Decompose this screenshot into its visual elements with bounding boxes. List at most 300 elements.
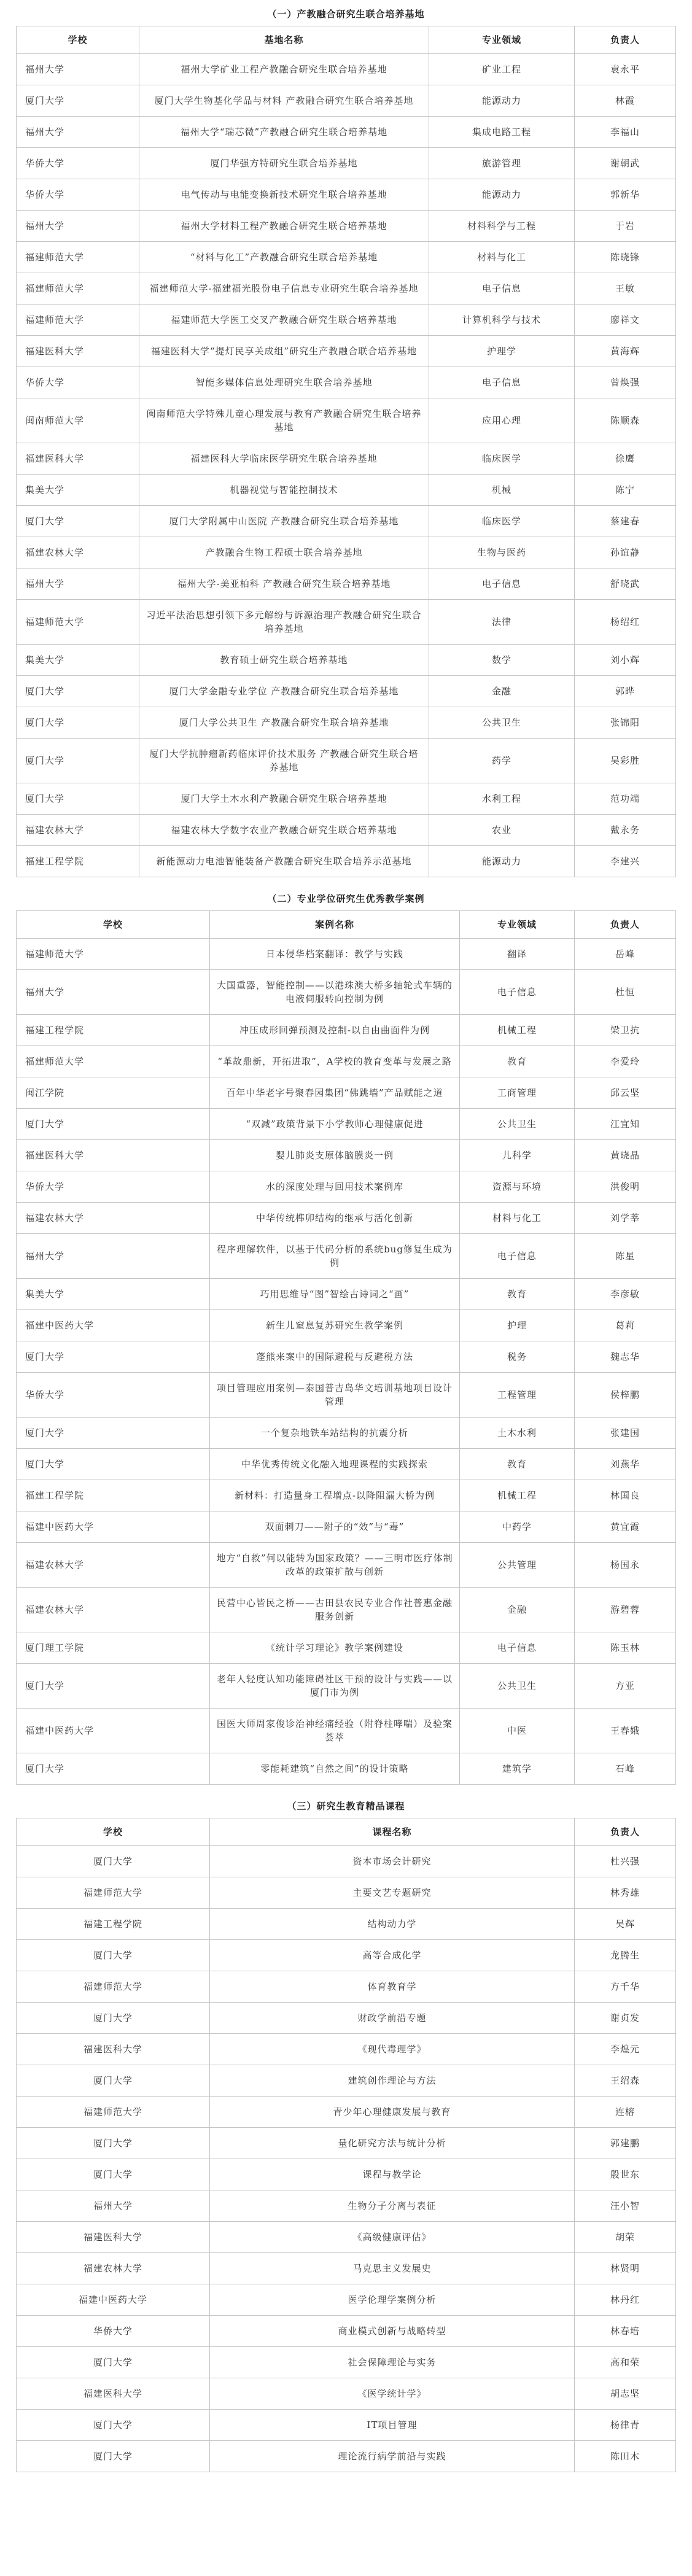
field-cell: 机械工程 [460, 1015, 575, 1046]
case-name-cell: 日本侵华档案翻译：教学与实践 [210, 939, 460, 970]
table-row [17, 305, 676, 336]
table-row [17, 2316, 676, 2347]
leader-cell: 王绍森 [575, 2065, 676, 2097]
field-cell: 教育 [460, 1449, 575, 1480]
field-cell: 电子信息 [460, 1234, 575, 1279]
base-name-cell: 产教融合生物工程硕士联合培养基地 [139, 537, 429, 568]
leader-cell: 戴永务 [575, 815, 676, 846]
header-row [17, 911, 676, 939]
base-name-cell: 福建师范大学-福建福光股份电子信息专业研究生联合培养基地 [139, 273, 429, 305]
leader-cell: 曾焕强 [575, 367, 676, 398]
leader-cell: 李彦敏 [575, 1279, 676, 1310]
course-name-cell: 财政学前沿专题 [210, 2003, 575, 2034]
base-name-cell: 新能源动力电池智能装备产教融合研究生联合培养示范基地 [139, 846, 429, 877]
field-cell: 工商管理 [460, 1077, 575, 1109]
field-cell: 材料与化工 [429, 242, 575, 273]
field-cell: 儿科学 [460, 1140, 575, 1171]
leader-cell: 黄海辉 [575, 336, 676, 367]
course-name-cell: 建筑创作理论与方法 [210, 2065, 575, 2097]
course-name-cell: 理论流行病学前沿与实践 [210, 2441, 575, 2472]
course-name-cell: 《高级健康评估》 [210, 2222, 575, 2253]
table-row [17, 1753, 676, 1785]
base-name-cell: 厦门大学土木水利产教融合研究生联合培养基地 [139, 783, 429, 815]
school-cell: 华侨大学 [17, 1373, 210, 1418]
school-cell: 福建师范大学 [17, 1877, 210, 1909]
table-row [17, 1046, 676, 1077]
leader-cell: 李煌元 [575, 2034, 676, 2065]
field-cell: 电子信息 [429, 367, 575, 398]
table-row [17, 783, 676, 815]
leader-cell: 林国良 [575, 1480, 676, 1511]
field-cell: 集成电路工程 [429, 117, 575, 148]
school-cell: 福建工程学院 [17, 1480, 210, 1511]
quality-course-table [16, 1818, 676, 2472]
school-cell: 福建工程学院 [17, 1909, 210, 1940]
table-row [17, 1373, 676, 1418]
course-name-cell: 体育教育学 [210, 1971, 575, 2003]
school-cell: 厦门大学 [17, 2410, 210, 2441]
column-header: 基地名称 [139, 26, 429, 54]
course-name-cell: 《现代毒理学》 [210, 2034, 575, 2065]
school-cell: 福建医科大学 [17, 2222, 210, 2253]
leader-cell: 刘学莘 [575, 1203, 676, 1234]
field-cell: 金融 [429, 676, 575, 707]
school-cell: 厦门大学 [17, 2159, 210, 2190]
table-row [17, 939, 676, 970]
table-row [17, 179, 676, 211]
leader-cell: 张建国 [575, 1418, 676, 1449]
leader-cell: 方亚 [575, 1664, 676, 1709]
field-cell: 临床医学 [429, 506, 575, 537]
field-cell: 生物与医药 [429, 537, 575, 568]
case-name-cell: 冲压成形回弹预测及控制-以自由曲面件为例 [210, 1015, 460, 1046]
leader-cell: 陈宁 [575, 475, 676, 506]
table-row [17, 815, 676, 846]
base-name-cell: 厦门大学生物基化学品与材料 产教融合研究生联合培养基地 [139, 85, 429, 117]
table-row [17, 676, 676, 707]
school-cell: 厦门大学 [17, 1846, 210, 1877]
field-cell: 工程管理 [460, 1373, 575, 1418]
course-name-cell: 课程与教学论 [210, 2159, 575, 2190]
school-cell: 福建师范大学 [17, 1971, 210, 2003]
table-row [17, 367, 676, 398]
field-cell: 中药学 [460, 1511, 575, 1543]
school-cell: 福州大学 [17, 2190, 210, 2222]
school-cell: 厦门大学 [17, 1940, 210, 1971]
leader-cell: 洪俊明 [575, 1171, 676, 1203]
base-name-cell: 厦门大学公共卫生 产教融合研究生联合培养基地 [139, 707, 429, 739]
school-cell: 福建医科大学 [17, 336, 139, 367]
school-cell: 华侨大学 [17, 1171, 210, 1203]
case-name-cell: 中华传统榫卯结构的继承与活化创新 [210, 1203, 460, 1234]
leader-cell: 袁永平 [575, 54, 676, 85]
leader-cell: 郭晔 [575, 676, 676, 707]
field-cell: 翻译 [460, 939, 575, 970]
course-name-cell: 《医学统计学》 [210, 2378, 575, 2410]
leader-cell: 王春娥 [575, 1709, 676, 1753]
school-cell: 厦门大学 [17, 506, 139, 537]
field-cell: 教育 [460, 1279, 575, 1310]
column-header: 学校 [17, 26, 139, 54]
leader-cell: 郭建鹏 [575, 2128, 676, 2159]
school-cell: 福建中医药大学 [17, 2284, 210, 2316]
table-row [17, 1543, 676, 1588]
table-row [17, 568, 676, 600]
field-cell: 法律 [429, 600, 575, 645]
leader-cell: 廖祥文 [575, 305, 676, 336]
field-cell: 土木水利 [460, 1418, 575, 1449]
school-cell: 福建工程学院 [17, 1015, 210, 1046]
school-cell: 厦门大学 [17, 783, 139, 815]
course-name-cell: 商业模式创新与战略转型 [210, 2316, 575, 2347]
school-cell: 华侨大学 [17, 179, 139, 211]
course-name-cell: 主要文艺专题研究 [210, 1877, 575, 1909]
school-cell: 福建中医药大学 [17, 1310, 210, 1341]
leader-cell: 谢朝武 [575, 148, 676, 179]
table-row [17, 1632, 676, 1664]
table-row [17, 336, 676, 367]
field-cell: 中医 [460, 1709, 575, 1753]
table-row [17, 1279, 676, 1310]
table-row [17, 2253, 676, 2284]
base-name-cell: 习近平法治思想引领下多元解纷与诉源治理产教融合研究生联合培养基地 [139, 600, 429, 645]
table-row [17, 2441, 676, 2472]
case-name-cell: 程序理解软件，以基于代码分析的系统bug修复生成为例 [210, 1234, 460, 1279]
school-cell: 福州大学 [17, 54, 139, 85]
base-name-cell: 福建医科大学临床医学研究生联合培养基地 [139, 443, 429, 475]
school-cell: 厦门大学 [17, 1753, 210, 1785]
leader-cell: 李建兴 [575, 846, 676, 877]
school-cell: 福州大学 [17, 568, 139, 600]
leader-cell: 魏志华 [575, 1341, 676, 1373]
table-row [17, 537, 676, 568]
leader-cell: 李福山 [575, 117, 676, 148]
case-name-cell: “革故鼎新，开拓进取”，A学校的教育变革与发展之路 [210, 1046, 460, 1077]
field-cell: 税务 [460, 1341, 575, 1373]
leader-cell: 杜恒 [575, 970, 676, 1015]
column-header: 专业领域 [429, 26, 575, 54]
table-row [17, 707, 676, 739]
table-row [17, 475, 676, 506]
case-name-cell: 老年人轻度认知功能障碍社区干预的设计与实践——以厦门市为例 [210, 1664, 460, 1709]
case-name-cell: 民营中心皆民之桥——古田县农民专业合作社普惠金融服务创新 [210, 1588, 460, 1632]
base-name-cell: 厦门大学附属中山医院 产教融合研究生联合培养基地 [139, 506, 429, 537]
leader-cell: 王敏 [575, 273, 676, 305]
table-row [17, 645, 676, 676]
case-name-cell: 项目管理应用案例—泰国普吉岛华文培训基地项目设计管理 [210, 1373, 460, 1418]
leader-cell: 游碧蓉 [575, 1588, 676, 1632]
leader-cell: 林霞 [575, 85, 676, 117]
leader-cell: 吴辉 [575, 1909, 676, 1940]
base-name-cell: 福建师范大学医工交叉产教融合研究生联合培养基地 [139, 305, 429, 336]
school-cell: 集美大学 [17, 1279, 210, 1310]
table-row [17, 148, 676, 179]
course-name-cell: 高等合成化学 [210, 1940, 575, 1971]
school-cell: 厦门大学 [17, 2441, 210, 2472]
leader-cell: 胡志坚 [575, 2378, 676, 2410]
school-cell: 福州大学 [17, 970, 210, 1015]
leader-cell: 黄宜霞 [575, 1511, 676, 1543]
table-row [17, 970, 676, 1015]
school-cell: 福建农林大学 [17, 1588, 210, 1632]
school-cell: 厦门大学 [17, 676, 139, 707]
case-name-cell: 大国重器，智能控制——以港珠澳大桥多轴轮式车辆的电液伺服转向控制为例 [210, 970, 460, 1015]
school-cell: 闽江学院 [17, 1077, 210, 1109]
school-cell: 厦门大学 [17, 1109, 210, 1140]
table-row [17, 242, 676, 273]
school-cell: 福建农林大学 [17, 537, 139, 568]
column-header: 学校 [17, 911, 210, 939]
section-2 [0, 891, 692, 1785]
field-cell: 资源与环境 [460, 1171, 575, 1203]
section-title: （三）研究生教育精品课程 [287, 1801, 405, 1812]
table-row [17, 1588, 676, 1632]
school-cell: 厦门理工学院 [17, 1632, 210, 1664]
course-name-cell: 资本市场会计研究 [210, 1846, 575, 1877]
field-cell: 电子信息 [460, 1632, 575, 1664]
table-row [17, 117, 676, 148]
leader-cell: 杨律青 [575, 2410, 676, 2441]
leader-cell: 张锦阳 [575, 707, 676, 739]
table-row [17, 2003, 676, 2034]
case-name-cell: 新生儿窒息复苏研究生教学案例 [210, 1310, 460, 1341]
table-row [17, 1449, 676, 1480]
leader-cell: 方千华 [575, 1971, 676, 2003]
course-name-cell: 医学伦理学案例分析 [210, 2284, 575, 2316]
case-name-cell: 水的深度处理与回用技术案例库 [210, 1171, 460, 1203]
leader-cell: 林贤明 [575, 2253, 676, 2284]
table-row [17, 1140, 676, 1171]
case-name-cell: 地方“自救”何以能转为国家政策？——三明市医疗体制改革的政策扩散与创新 [210, 1543, 460, 1588]
course-name-cell: 生物分子分离与表征 [210, 2190, 575, 2222]
table-row [17, 2284, 676, 2316]
case-name-cell: 零能耗建筑“自然之间”的设计策略 [210, 1753, 460, 1785]
table-row [17, 1511, 676, 1543]
base-name-cell: 福州大学-美亚柏科 产教融合研究生联合培养基地 [139, 568, 429, 600]
course-name-cell: 马克思主义发展史 [210, 2253, 575, 2284]
leader-cell: 谢贞发 [575, 2003, 676, 2034]
leader-cell: 蔡建春 [575, 506, 676, 537]
table-row [17, 506, 676, 537]
column-header: 负责人 [575, 1818, 676, 1846]
field-cell: 材料与化工 [460, 1203, 575, 1234]
leader-cell: 陈星 [575, 1234, 676, 1279]
field-cell: 公共卫生 [429, 707, 575, 739]
school-cell: 厦门大学 [17, 739, 139, 783]
table-row [17, 600, 676, 645]
leader-cell: 岳峰 [575, 939, 676, 970]
school-cell: 福建医科大学 [17, 1140, 210, 1171]
school-cell: 华侨大学 [17, 2316, 210, 2347]
training-base-table [16, 26, 676, 877]
school-cell: 厦门大学 [17, 1418, 210, 1449]
case-name-cell: 新材料：打造量身工程增点-以降阻漏大桥为例 [210, 1480, 460, 1511]
field-cell: 公共卫生 [460, 1664, 575, 1709]
table-row [17, 846, 676, 877]
base-name-cell: 闽南师范大学特殊儿童心理发展与教育产教融合研究生联合培养基地 [139, 398, 429, 443]
base-name-cell: 福州大学“瑞芯微”产教融合研究生联合培养基地 [139, 117, 429, 148]
leader-cell: 林秀雄 [575, 1877, 676, 1909]
header-row [17, 26, 676, 54]
leader-cell: 舒晓武 [575, 568, 676, 600]
section-3 [0, 1798, 692, 2472]
leader-cell: 孙谊静 [575, 537, 676, 568]
table-row [17, 443, 676, 475]
field-cell: 能源动力 [429, 179, 575, 211]
leader-cell: 龙腾生 [575, 1940, 676, 1971]
school-cell: 厦门大学 [17, 85, 139, 117]
leader-cell: 侯梓鹏 [575, 1373, 676, 1418]
case-name-cell: 一个复杂地铁车站结构的抗震分析 [210, 1418, 460, 1449]
school-cell: 福州大学 [17, 117, 139, 148]
field-cell: 应用心理 [429, 398, 575, 443]
leader-cell: 于岩 [575, 211, 676, 242]
column-header: 学校 [17, 1818, 210, 1846]
base-name-cell: 教育硕士研究生联合培养基地 [139, 645, 429, 676]
leader-cell: 刘燕华 [575, 1449, 676, 1480]
table-row [17, 1909, 676, 1940]
field-cell: 电子信息 [429, 273, 575, 305]
school-cell: 福建农林大学 [17, 1203, 210, 1234]
school-cell: 厦门大学 [17, 707, 139, 739]
school-cell: 福建师范大学 [17, 305, 139, 336]
field-cell: 护理 [460, 1310, 575, 1341]
leader-cell: 刘小辉 [575, 645, 676, 676]
school-cell: 集美大学 [17, 645, 139, 676]
school-cell: 华侨大学 [17, 148, 139, 179]
school-cell: 福建工程学院 [17, 846, 139, 877]
case-name-cell: 双面刺刀——附子的“效”与“毒” [210, 1511, 460, 1543]
leader-cell: 陈玉林 [575, 1632, 676, 1664]
table-row [17, 2159, 676, 2190]
school-cell: 福建农林大学 [17, 1543, 210, 1588]
table-row [17, 2065, 676, 2097]
column-header: 负责人 [575, 911, 676, 939]
school-cell: 福州大学 [17, 1234, 210, 1279]
table-row [17, 1109, 676, 1140]
column-header: 课程名称 [210, 1818, 575, 1846]
table-row [17, 1971, 676, 2003]
course-name-cell: IT项目管理 [210, 2410, 575, 2441]
school-cell: 厦门大学 [17, 1664, 210, 1709]
school-cell: 福建医科大学 [17, 2034, 210, 2065]
leader-cell: 林春培 [575, 2316, 676, 2347]
field-cell: 公共管理 [460, 1543, 575, 1588]
column-header: 专业领域 [460, 911, 575, 939]
section-title: （一）产教融合研究生联合培养基地 [267, 9, 425, 20]
field-cell: 电子信息 [429, 568, 575, 600]
leader-cell: 陈晓锋 [575, 242, 676, 273]
leader-cell: 吴彩胜 [575, 739, 676, 783]
field-cell: 材料科学与工程 [429, 211, 575, 242]
table-row [17, 739, 676, 783]
leader-cell: 陈顺森 [575, 398, 676, 443]
base-name-cell: 福建医科大学“提灯民享关成组”研究生产教融合联合培养基地 [139, 336, 429, 367]
school-cell: 厦门大学 [17, 2003, 210, 2034]
school-cell: 福建医科大学 [17, 443, 139, 475]
leader-cell: 黄晓晶 [575, 1140, 676, 1171]
leader-cell: 杨国永 [575, 1543, 676, 1588]
leader-cell: 陈田木 [575, 2441, 676, 2472]
field-cell: 水利工程 [429, 783, 575, 815]
school-cell: 厦门大学 [17, 2065, 210, 2097]
table-row [17, 2097, 676, 2128]
table-row [17, 1480, 676, 1511]
school-cell: 福建中医药大学 [17, 1511, 210, 1543]
table-row [17, 1015, 676, 1046]
school-cell: 厦门大学 [17, 1341, 210, 1373]
school-cell: 福建师范大学 [17, 939, 210, 970]
table-row [17, 398, 676, 443]
course-name-cell: 量化研究方法与统计分析 [210, 2128, 575, 2159]
table-row [17, 1846, 676, 1877]
table-row [17, 2410, 676, 2441]
leader-cell: 郭新华 [575, 179, 676, 211]
table-row [17, 2378, 676, 2410]
leader-cell: 汪小智 [575, 2190, 676, 2222]
leader-cell: 邱云坚 [575, 1077, 676, 1109]
table-row [17, 1940, 676, 1971]
field-cell: 建筑学 [460, 1753, 575, 1785]
school-cell: 福建农林大学 [17, 815, 139, 846]
field-cell: 护理学 [429, 336, 575, 367]
school-cell: 厦门大学 [17, 2128, 210, 2159]
leader-cell: 林丹红 [575, 2284, 676, 2316]
course-name-cell: 结构动力学 [210, 1909, 575, 1940]
field-cell: 农业 [429, 815, 575, 846]
field-cell: 药学 [429, 739, 575, 783]
leader-cell: 梁卫抗 [575, 1015, 676, 1046]
column-header: 负责人 [575, 26, 676, 54]
field-cell: 矿业工程 [429, 54, 575, 85]
table-row [17, 1234, 676, 1279]
leader-cell: 高和荣 [575, 2347, 676, 2378]
school-cell: 福建医科大学 [17, 2378, 210, 2410]
leader-cell: 徐鹰 [575, 443, 676, 475]
teaching-case-table [16, 910, 676, 1785]
leader-cell: 江宜知 [575, 1109, 676, 1140]
base-name-cell: 福州大学材料工程产教融合研究生联合培养基地 [139, 211, 429, 242]
base-name-cell: 福州大学矿业工程产教融合研究生联合培养基地 [139, 54, 429, 85]
field-cell: 电子信息 [460, 970, 575, 1015]
base-name-cell: 电气传动与电能变换新技术研究生联合培养基地 [139, 179, 429, 211]
field-cell: 机械 [429, 475, 575, 506]
base-name-cell: 福建农林大学数字农业产教融合研究生联合培养基地 [139, 815, 429, 846]
school-cell: 闽南师范大学 [17, 398, 139, 443]
table-row [17, 1709, 676, 1753]
leader-cell: 杨绍红 [575, 600, 676, 645]
case-name-cell: “双减”政策背景下小学教师心理健康促进 [210, 1109, 460, 1140]
case-name-cell: 中华优秀传统文化融入地理课程的实践探索 [210, 1449, 460, 1480]
table-row [17, 1077, 676, 1109]
table-row [17, 2190, 676, 2222]
case-name-cell: 《统计学习理论》教学案例建设 [210, 1632, 460, 1664]
table-row [17, 1418, 676, 1449]
school-cell: 福建中医药大学 [17, 1709, 210, 1753]
school-cell: 福州大学 [17, 211, 139, 242]
leader-cell: 范功端 [575, 783, 676, 815]
table-row [17, 1877, 676, 1909]
base-name-cell: 厦门大学金融专业学位 产教融合研究生联合培养基地 [139, 676, 429, 707]
field-cell: 公共卫生 [460, 1109, 575, 1140]
school-cell: 华侨大学 [17, 367, 139, 398]
header-row [17, 1818, 676, 1846]
base-name-cell: “材料与化工”产教融合研究生联合培养基地 [139, 242, 429, 273]
school-cell: 福建师范大学 [17, 273, 139, 305]
field-cell: 能源动力 [429, 846, 575, 877]
case-name-cell: 巧用思维导“图”智绘古诗词之“画” [210, 1279, 460, 1310]
school-cell: 厦门大学 [17, 2347, 210, 2378]
